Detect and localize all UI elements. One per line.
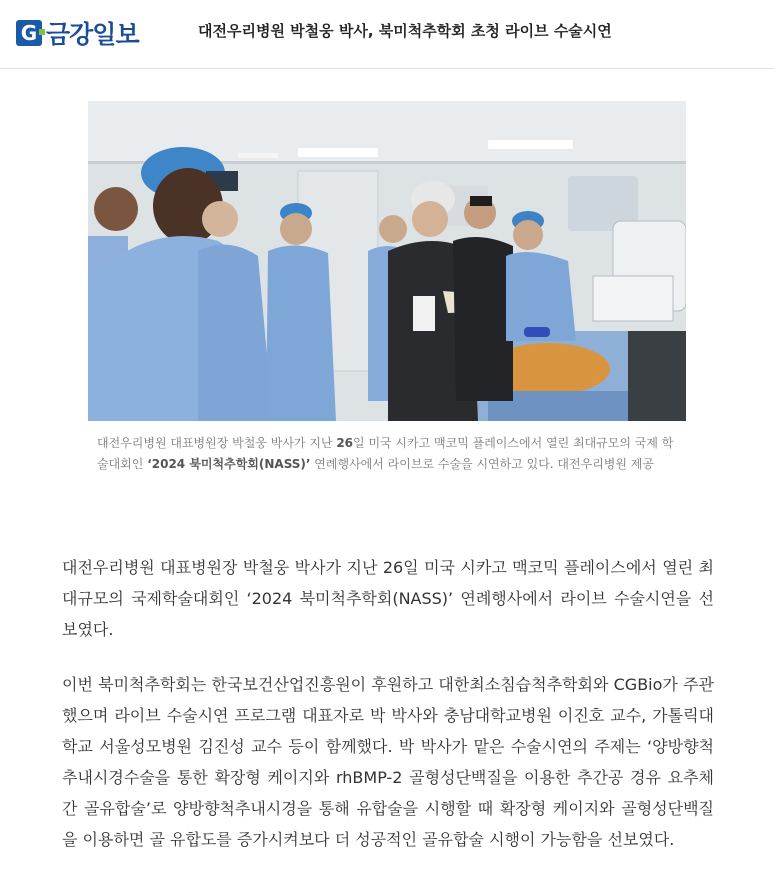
photo-caption bbox=[97, 433, 682, 475]
article-photo bbox=[88, 101, 686, 421]
caption-day: 26 bbox=[336, 436, 354, 450]
article-paragraph: 이번 북미척추학회는 한국보건산업진흥원이 후원하고 대한최소침습척추학회와 CGBio가 주관했으며 라이브 수술시연 프로그램 대표자로 박 박사와 충남대학교병원 이진호 교수, 가톨릭대학교 서울성모병원 김진성 교수 등이 함께했다. 박 박사가 맡은 수술시연의 주제는 ‘양방향척추내시경수술을 통한 확장형 케이지와 rhBMP-2 골형성단백질을 이용한 추간공 경유 요추체간 골유합술’로 양방향척추내시경을 통해 유합술을 시행할 때 확장형 케이지와 골형성단백질을 이용하면 골 유합도를 증가시켜보다 더 성공적인 골유합술 시행이 가능함을 선보였다. bbox=[62, 675, 714, 849]
article-headline: 대전우리병원 박철웅 박사, 북미척추학회 초청 라이브 수술시연 bbox=[198, 22, 612, 40]
caption-text: 연례행사에서 라이브로 수술을 시연하고 있다. 대전우리병원 제공 bbox=[310, 457, 654, 471]
caption-text: 일 미국 시카고 맥코믹 플레이스에서 열린 최대규모의 국제 학술대회인 bbox=[97, 436, 674, 471]
caption-text: 대전우리병원 대표병원장 박철웅 박사가 지난 bbox=[97, 436, 337, 450]
site-header bbox=[0, 0, 774, 69]
surgery-demonstration-photo bbox=[88, 101, 686, 421]
site-logo[interactable] bbox=[16, 16, 139, 50]
logo-mark bbox=[16, 20, 42, 46]
caption-event: ‘2024 북미척추학회(NASS)’ bbox=[147, 457, 311, 471]
logo-text: 금강일보 bbox=[46, 20, 139, 49]
article-paragraph: 대전우리병원 대표병원장 박철웅 박사가 지난 26일 미국 시카고 맥코믹 플레이스에서 열린 최대규모의 국제학술대회인 ‘2024 북미척추학회(NASS)’ 연례행사에서 라이브 수술시연을 선보였다. bbox=[62, 558, 714, 639]
logo-letter: G bbox=[20, 21, 38, 45]
